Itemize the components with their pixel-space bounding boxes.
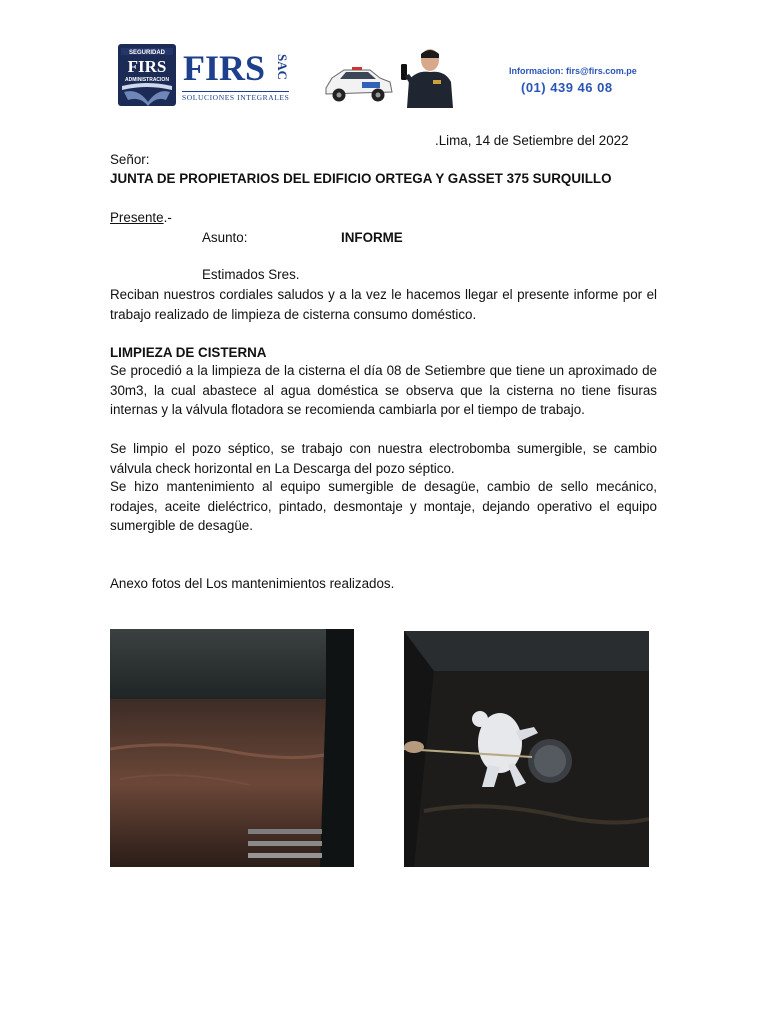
security-badge-logo	[118, 44, 176, 106]
brand-subtitle: SOLUCIONES INTEGRALES	[182, 93, 290, 102]
badge-mid-text: FIRS	[127, 57, 167, 76]
annex-text: Anexo fotos del Los mantenimientos realizados.	[110, 576, 395, 591]
contact-phone: (01) 439 46 08	[521, 80, 613, 95]
salutation: Señor:	[110, 152, 150, 167]
section-title: LIMPIEZA DE CISTERNA	[110, 345, 267, 360]
septic-tank-photo	[404, 631, 649, 867]
brand-logo-text: FIRS	[183, 48, 266, 88]
paragraph-cisterna: Se procedió a la limpieza de la cisterna el día 08 de Setiembre que tiene un aproximado de 30m3, la cual abastece al agua doméstica se observa que la cisterna no tiene fisuras internas y la válvula flotadora se recomienda cambiarla por el tiempo de trabajo.	[110, 363, 657, 417]
paragraph-mantenimiento: Se hizo mantenimiento al equipo sumergible de desagüe, cambio de sello mecánico, rodajes, aceite dieléctrico, pintado, desmontaje y montaje, dejando operativo el equipo sumergible de desagüe.	[110, 479, 657, 533]
paragraph-pozo: Se limpio el pozo séptico, se trabajo con nuestra electrobomba sumergible, se cambio válvula check horizontal en La Descarga del pozo séptico.	[110, 441, 657, 476]
brand-suffix	[276, 54, 288, 82]
letter-date: .Lima, 14 de Setiembre del 2022	[435, 133, 629, 148]
intro-paragraph: Reciban nuestros cordiales saludos y a la vez le hacemos llegar el presente informe por el trabajo realizado de limpieza de cisterna consumo doméstico.	[110, 287, 657, 322]
recipient: JUNTA DE PROPIETARIOS DEL EDIFICIO ORTEGA Y GASSET 375 SURQUILLO	[110, 171, 612, 186]
cistern-photo	[110, 629, 354, 867]
patrol-car-image	[322, 58, 394, 106]
presente-label: Presente	[110, 210, 164, 225]
brand-suffix-text: SAC	[275, 54, 290, 81]
greeting: Estimados Sres.	[202, 267, 300, 282]
ladder	[248, 829, 322, 858]
badge-bottom-text: ADMINISTRACION	[125, 77, 169, 83]
badge-top-text: SEGURIDAD	[128, 50, 166, 56]
security-guard-image	[397, 46, 453, 108]
presente-line	[110, 208, 172, 228]
asunto-value: INFORME	[341, 230, 403, 245]
asunto-label: Asunto:	[202, 230, 248, 245]
presente-suffix: .-	[163, 210, 172, 225]
contact-info: Informacion: firs@firs.com.pe	[509, 66, 637, 76]
